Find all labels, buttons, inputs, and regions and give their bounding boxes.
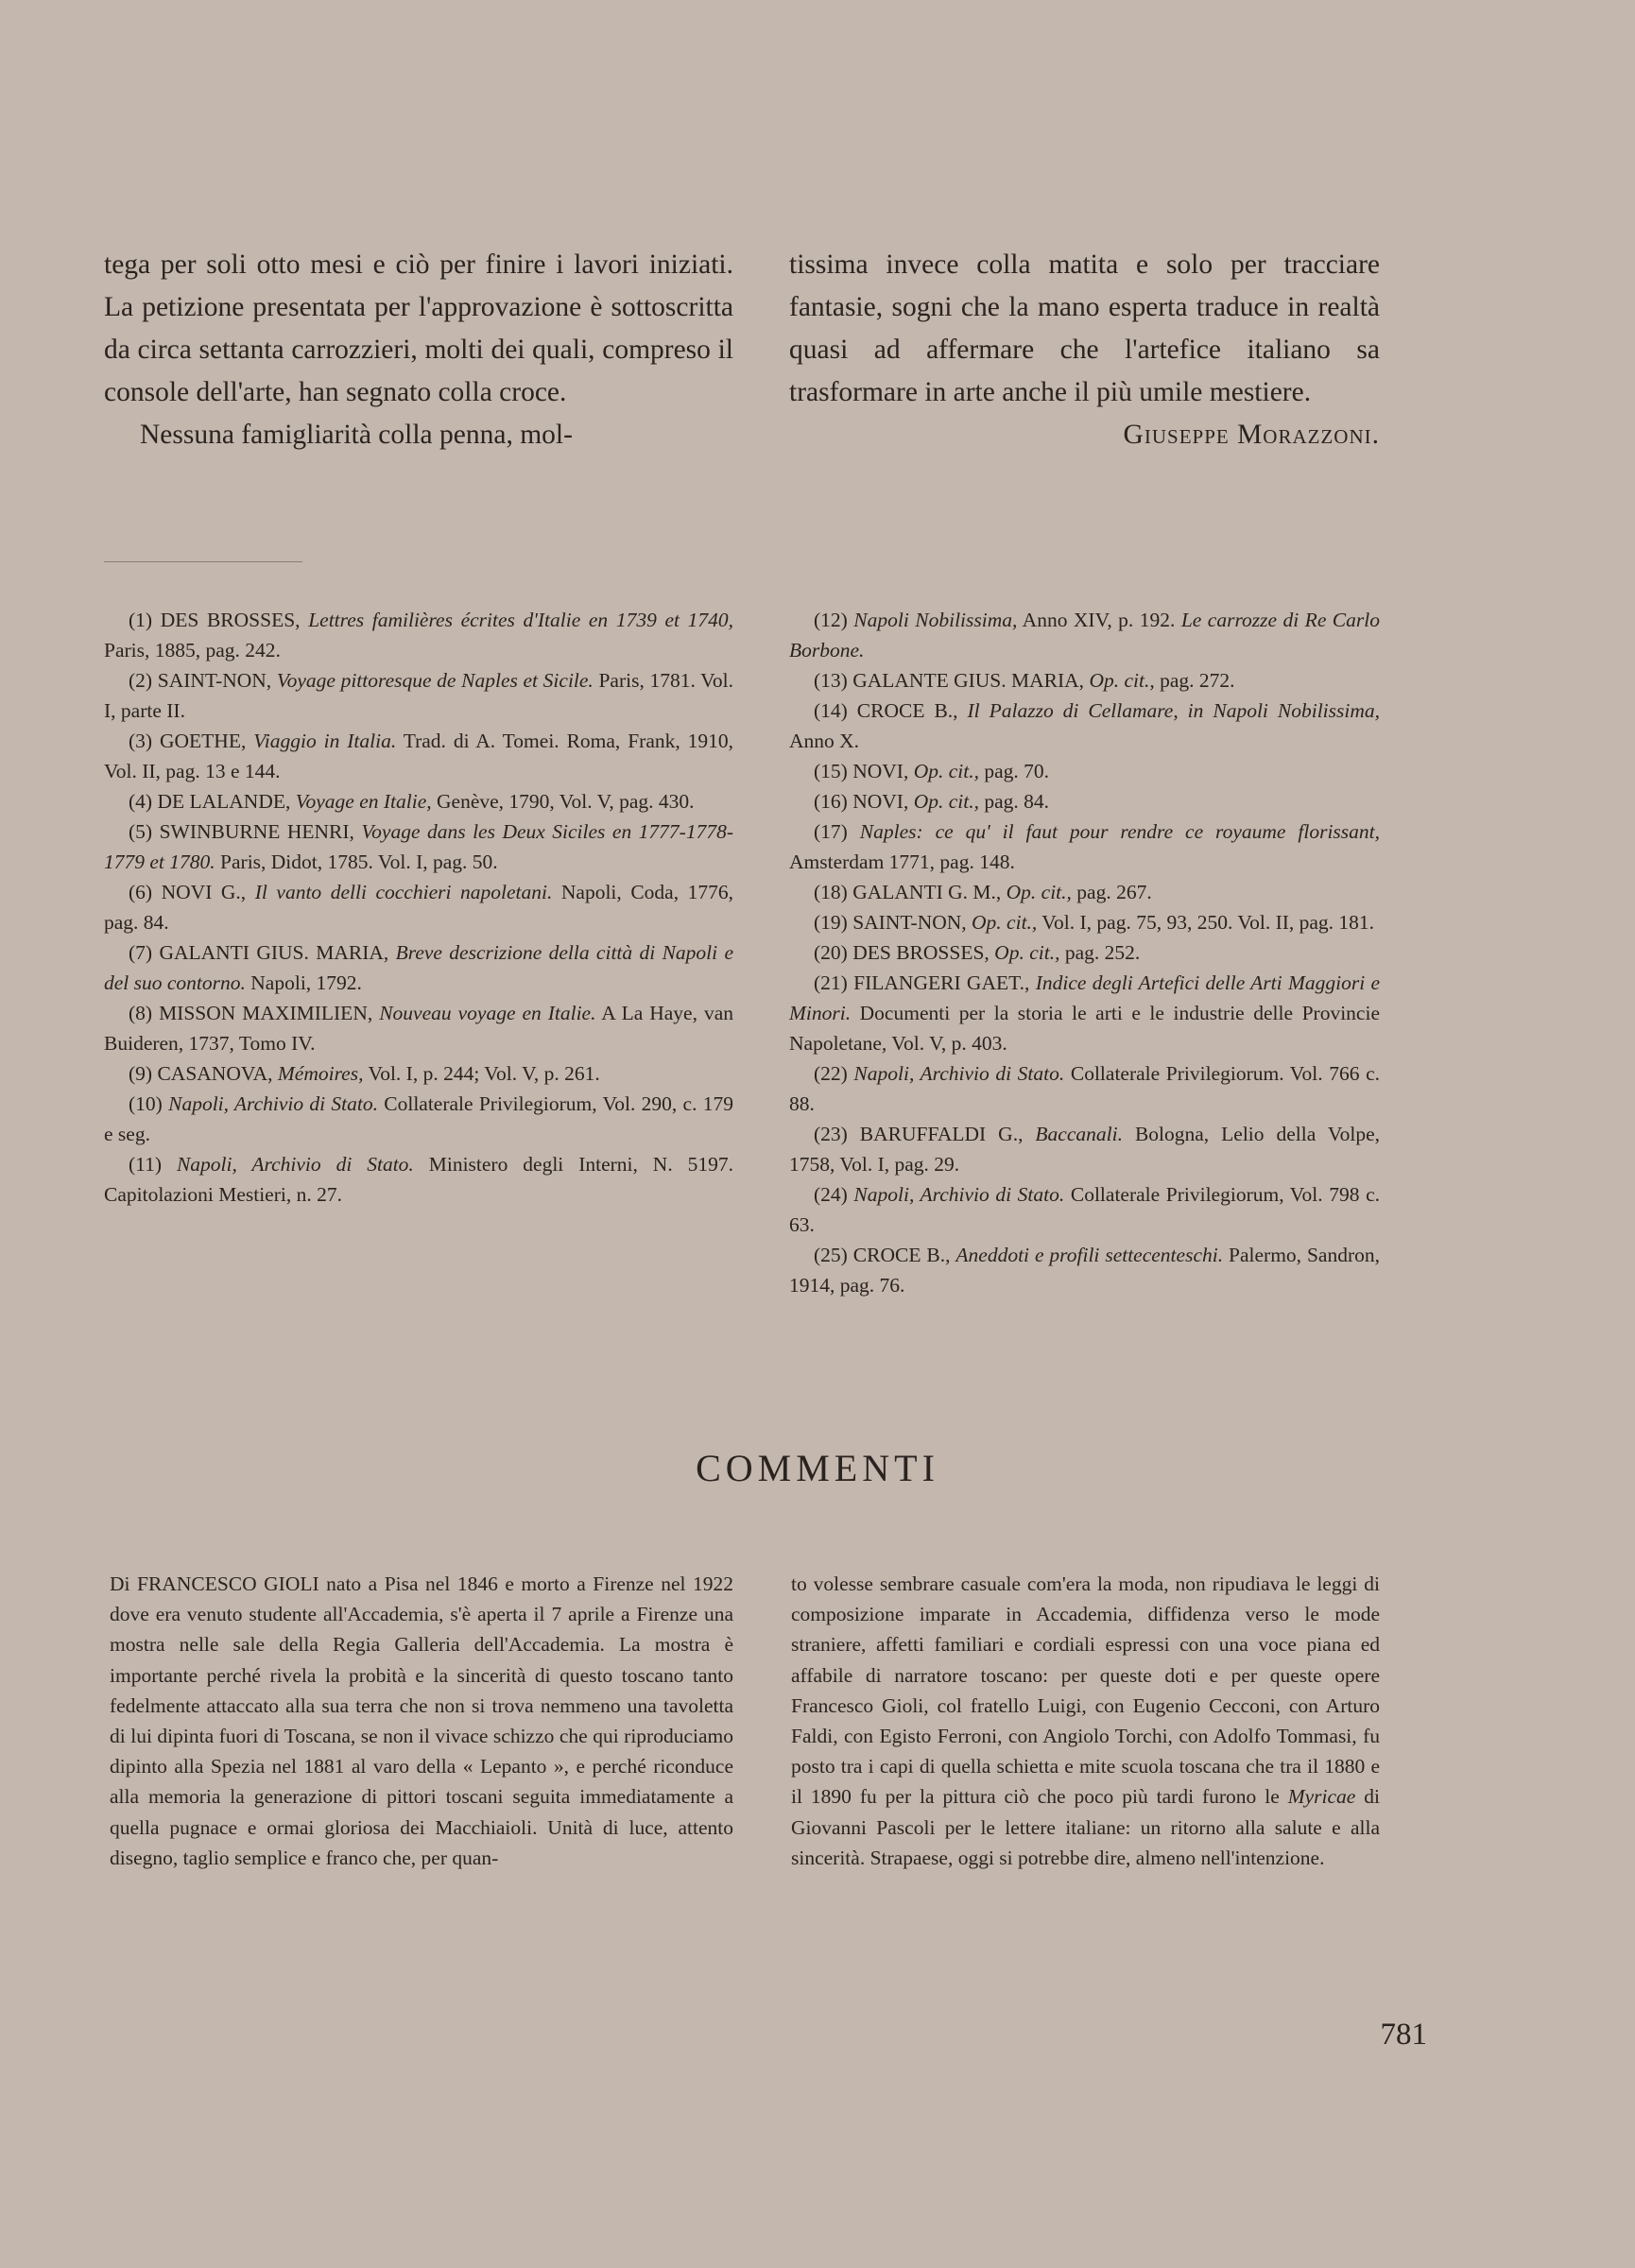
footnote-italic-title: Il Palazzo di Cellamare, in Napoli Nobilissima,	[967, 699, 1380, 722]
footnote-text: SWINBURNE HENRI,	[159, 820, 362, 843]
footnote	[104, 877, 733, 937]
footnote	[104, 605, 733, 665]
footnote-text: NOVI,	[852, 790, 914, 813]
footnote-text: GOETHE,	[159, 730, 254, 752]
footnote-text: BARUFFALDI G.,	[859, 1123, 1036, 1145]
footnote-text: GALANTI G. M.,	[852, 881, 1007, 903]
footnote-text: GALANTE GIUS. MARIA,	[852, 669, 1090, 692]
footnote-text: NOVI G.,	[161, 881, 255, 903]
footnote-number: (15)	[814, 760, 848, 782]
footnotes-right-column	[789, 605, 1380, 1300]
footnote	[789, 1240, 1380, 1300]
footnote-text: Vol. I, pag. 75, 93, 250. Vol. II, pag. 181.	[1037, 911, 1375, 934]
footnote-italic-title: Indice degli Artefici delle Arti Maggiori e Minori.	[789, 971, 1381, 1024]
footnote-italic-title: Voyage pittoresque de Naples et Sicile.	[276, 669, 594, 692]
paragraph: tissima invece colla matita e solo per tracciare fantasie, sogni che la mano esperta traduce in realtà quasi ad affermare che l'artefice italiano sa trasformare in arte anche il più umile mestiere.	[789, 249, 1380, 407]
footnote-text: A La Haye, van Buideren, 1737, Tomo IV.	[104, 1002, 733, 1055]
footnote-italic-title: Lettres familières écrites d'Italie en 1739 et 1740,	[308, 609, 733, 631]
footnote-text: Palermo, Sandron, 1914, pag. 76.	[789, 1244, 1381, 1297]
footnote-text: Genève, 1790, Vol. V, pag. 430.	[431, 790, 695, 813]
footnote	[104, 937, 733, 998]
footnote	[104, 1058, 733, 1089]
footnote-number: (20)	[814, 941, 848, 964]
footnote-text: CROCE B.,	[856, 699, 968, 722]
footnote-number: (11)	[129, 1153, 163, 1176]
footnote-text: DE LALANDE,	[157, 790, 296, 813]
footnote-italic-title: Aneddoti e profili settecenteschi.	[955, 1244, 1224, 1266]
footnote	[789, 605, 1380, 665]
footnote-italic-title: Baccanali.	[1035, 1123, 1123, 1145]
section-title: COMMENTI	[696, 1447, 939, 1489]
footnote-italic-title: Napoli, Archivio di Stato.	[168, 1092, 378, 1115]
footnote-number: (23)	[814, 1123, 848, 1145]
footnote-text: Amsterdam 1771, pag. 148.	[789, 850, 1015, 873]
footnote-text: MISSON MAXIMILIEN,	[159, 1002, 380, 1024]
footnote	[789, 1119, 1380, 1179]
footnote-number: (16)	[814, 790, 848, 813]
author-signature: Giuseppe Morazzoni.	[1123, 420, 1380, 450]
footnote-text: SAINT-NON,	[852, 911, 972, 934]
footnote-number: (14)	[814, 699, 848, 722]
footnote-text: Collaterale Privilegiorum, Vol. 290, c. 179 e seg.	[104, 1092, 733, 1145]
body-text-left-column	[104, 244, 733, 456]
footnote-text: SAINT-NON,	[157, 669, 277, 692]
footnote-number: (18)	[814, 881, 848, 903]
footnote-text: pag. 267.	[1071, 881, 1152, 903]
footnote-italic-title: Voyage dans les Deux Siciles en 1777-1778-1779 et 1780.	[104, 820, 733, 873]
footnote-text: Documenti per la storia le arti e le industrie delle Provincie Napoletane, Vol. V, p. 403.	[789, 1002, 1380, 1055]
footnote-divider	[104, 561, 302, 562]
footnote-text: CASANOVA,	[157, 1062, 278, 1085]
footnote	[104, 1149, 733, 1210]
footnote-number: (6)	[129, 881, 153, 903]
footnote-text: FILANGERI GAET.,	[853, 971, 1036, 994]
footnote-number: (25)	[814, 1244, 848, 1266]
footnote-italic-title: Viaggio in Italia.	[253, 730, 397, 752]
footnote-text: DES BROSSES,	[160, 609, 309, 631]
footnote-italic-title: Nouveau voyage en Italie.	[379, 1002, 596, 1024]
footnote-italic-title: Op. cit.,	[972, 911, 1038, 934]
footnote-number: (24)	[814, 1183, 848, 1206]
footnote-number: (13)	[814, 669, 848, 692]
footnote-italic-title: Le carrozze di Re Carlo Borbone.	[789, 609, 1380, 662]
footnote-text: Napoli, 1792.	[245, 971, 362, 994]
footnote-text: Anno XIV, p. 192.	[1017, 609, 1181, 631]
footnote-number: (3)	[129, 730, 153, 752]
text-run: to volesse sembrare casuale com'era la moda, non ripudiava le leggi di composizione imparate in Accademia, diffidenza verso le mode straniere, affetti familiari e cordiali espressi con una voce piana ed affabile di narratore toscano: per queste doti e per queste opere Francesco Gioli, col fratello Luigi, con Eugenio Cecconi, con Arturo Faldi, con Egisto Ferroni, con Angiolo Torchi, con Adolfo Tommasi, fu posto tra i capi di quella schietta e mite scuola toscana che tra il 1880 e il 1890 fu per la pittura ciò che poco più tardi furono le	[791, 1572, 1380, 1809]
footnote	[789, 1179, 1380, 1240]
footnote-italic-title: Op. cit.,	[913, 790, 979, 813]
footnote	[789, 937, 1380, 968]
commenti-left-column	[110, 1569, 733, 1873]
footnote-italic-title: Napoli, Archivio di Stato.	[853, 1062, 1065, 1085]
footnote	[104, 816, 733, 877]
footnote	[104, 1089, 733, 1149]
footnote	[104, 665, 733, 726]
footnote-text: pag. 272.	[1154, 669, 1235, 692]
footnote	[789, 786, 1380, 816]
footnote-text: Paris, 1885, pag. 242.	[104, 639, 281, 662]
footnote	[789, 756, 1380, 786]
footnote	[789, 877, 1380, 907]
footnote-italic-title: Mémoires,	[277, 1062, 364, 1085]
footnote-italic-title: Breve descrizione della città di Napoli e del suo contorno.	[104, 941, 734, 994]
italic-title: Myricae	[1287, 1785, 1356, 1809]
footnote-number: (4)	[129, 790, 153, 813]
footnote-italic-title: Op. cit.,	[913, 760, 979, 782]
footnote-italic-title: Op. cit.,	[1089, 669, 1155, 692]
footnote-text: NOVI,	[852, 760, 914, 782]
footnote-text: Collaterale Privilegiorum, Vol. 798 c. 63.	[789, 1183, 1380, 1236]
paragraph: tega per soli otto mesi e ciò per finire i lavori iniziati. La petizione presentata per l'approvazione è sottoscritta da circa settanta carrozzieri, molti dei quali, compreso il console dell'arte, han segnato colla croce.	[104, 249, 733, 407]
footnote	[789, 1058, 1380, 1119]
footnote-italic-title: Il vanto delli cocchieri napoletani.	[254, 881, 553, 903]
commenti-right-column	[791, 1569, 1380, 1873]
footnote-number: (12)	[814, 609, 848, 631]
body-text-right-column	[789, 244, 1380, 456]
footnote-italic-title: Op. cit.,	[1006, 881, 1072, 903]
footnote-text: GALANTI GIUS. MARIA,	[159, 941, 396, 964]
footnote-text: Ministero degli Interni, N. 5197. Capitolazioni Mestieri, n. 27.	[104, 1153, 734, 1206]
footnote	[789, 907, 1380, 937]
footnote-number: (19)	[814, 911, 848, 934]
footnote-text: Napoli, Coda, 1776, pag. 84.	[104, 881, 733, 934]
footnote-text: Trad. di A. Tomei. Roma, Frank, 1910, Vol. II, pag. 13 e 144.	[104, 730, 734, 782]
footnote-number: (10)	[129, 1092, 163, 1115]
footnote-text: pag. 84.	[978, 790, 1050, 813]
footnote-number: (21)	[814, 971, 848, 994]
footnote-italic-title: Napoli, Archivio di Stato.	[853, 1183, 1065, 1206]
footnote	[104, 786, 733, 816]
footnote-text: Vol. I, p. 244; Vol. V, p. 261.	[363, 1062, 600, 1085]
footnote-text: pag. 252.	[1059, 941, 1141, 964]
footnote-italic-title: Voyage en Italie,	[295, 790, 432, 813]
footnote-text: CROCE B.,	[852, 1244, 956, 1266]
text-run: di Giovanni Pascoli per le lettere italiane: un ritorno alla salute e alla sincerità. Strapaese, oggi si potrebbe dire, almeno nell'intenzione.	[791, 1785, 1380, 1869]
footnote-text: pag. 70.	[978, 760, 1050, 782]
page-number: 781	[1380, 2018, 1427, 2052]
footnote-text: DES BROSSES,	[852, 941, 995, 964]
footnote	[104, 998, 733, 1058]
footnote	[789, 968, 1380, 1058]
footnote-text: Paris, 1781. Vol. I, parte II.	[104, 669, 733, 722]
footnote-italic-title: Naples: ce qu' il faut pour rendre ce royaume florissant,	[859, 820, 1381, 843]
footnote-text: Anno X.	[789, 730, 860, 752]
footnote	[104, 726, 733, 786]
footnote	[789, 665, 1380, 696]
footnote-italic-title: Napoli Nobilissima,	[853, 609, 1018, 631]
footnote	[789, 816, 1380, 877]
paragraph: Di FRANCESCO GIOLI nato a Pisa nel 1846 e morto a Firenze nel 1922 dove era venuto studente all'Accademia, s'è aperta il 7 aprile a Firenze una mostra nelle sale della Regia Galleria dell'Accademia. La mostra è importante perché rivela la probità e la sincerità di questo toscano tanto fedelmente attaccato alla sua terra che non si trova nemmeno una tavoletta di lui dipinta fuori di Toscana, se non il vivace schizzo che qui riproduciamo dipinto alla Spezia nel 1881 al varo della « Lepanto », e perché riconduce alla memoria la generazione di pittori toscani seguita immediatamente a quella pugnace e ormai gloriosa dei Macchiaioli. Unità di luce, attento disegno, taglio semplice e franco che, per quan-	[110, 1572, 733, 1869]
paragraph: Nessuna famigliarità colla penna, mol-	[140, 420, 573, 450]
paragraph	[791, 1569, 1380, 1873]
footnote-italic-title: Napoli, Archivio di Stato.	[176, 1153, 414, 1176]
footnote-number: (9)	[129, 1062, 153, 1085]
footnote-text: Collaterale Privilegiorum. Vol. 766 c. 88.	[789, 1062, 1380, 1115]
footnote-text: Bologna, Lelio della Volpe, 1758, Vol. I, pag. 29.	[789, 1123, 1380, 1176]
footnote-number: (5)	[129, 820, 153, 843]
footnote-number: (1)	[129, 609, 153, 631]
footnote-italic-title: Op. cit.,	[994, 941, 1060, 964]
footnote-text: Paris, Didot, 1785. Vol. I, pag. 50.	[215, 850, 498, 873]
footnote-number: (7)	[129, 941, 153, 964]
footnote-number: (2)	[129, 669, 153, 692]
footnote-number: (22)	[814, 1062, 848, 1085]
footnote-number: (8)	[129, 1002, 153, 1024]
footnotes-left-column	[104, 605, 733, 1210]
footnote	[789, 696, 1380, 756]
footnote-number: (17)	[814, 820, 848, 843]
